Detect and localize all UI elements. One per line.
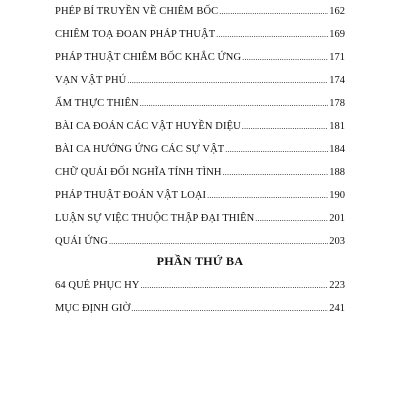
toc-entry <box>55 74 345 88</box>
toc-entry-title: 64 QUẺ PHỤC HY <box>55 280 140 291</box>
toc-entry <box>55 279 345 293</box>
toc-entry <box>55 235 345 249</box>
toc-dot-leader <box>216 28 328 42</box>
toc-entry-title: CHỮ QUÁI ĐỐI NGHĨA TÍNH TÌNH <box>55 167 222 178</box>
toc-entry-title: PHÁP THUẬT ĐOÁN VẬT LOẠI <box>55 190 207 201</box>
toc-entry-page-number: 169 <box>329 29 345 40</box>
toc-entry-title: LUẬN SỰ VIỆC THUỘC THẬP ĐẠI THIÊN <box>55 213 255 224</box>
toc-entry-page-number: 201 <box>329 213 345 224</box>
toc-entry <box>55 302 345 316</box>
toc-dot-leader <box>131 302 328 316</box>
toc-dot-leader <box>141 279 329 293</box>
toc-entry-title: PHÉP BÍ TRUYỀN VỀ CHIÊM BỐC <box>55 6 219 17</box>
toc-dot-leader <box>127 74 328 88</box>
toc-entry <box>55 28 345 42</box>
toc-entry <box>55 97 345 111</box>
toc-dot-leader <box>242 51 328 65</box>
toc-entry <box>55 5 345 19</box>
toc-entry-title: CHIÊM TOẠ ĐOAN PHÁP THUẬT <box>55 29 216 40</box>
toc-dot-leader <box>225 143 328 157</box>
toc-entry-page-number: 241 <box>329 303 345 314</box>
toc-entry-page-number: 223 <box>329 280 345 291</box>
toc-entry <box>55 143 345 157</box>
toc-dot-leader <box>242 120 328 134</box>
toc-entry <box>55 120 345 134</box>
toc-dot-leader <box>219 5 328 19</box>
toc-entry-title: VẠN VẬT PHÚ <box>55 75 127 86</box>
toc-entry-title: QUÁI ỨNG <box>55 236 108 247</box>
toc-entry-title: MỤC ĐỊNH GIỜ <box>55 303 131 314</box>
toc-entry-title: BÀI CA ĐOÁN CÁC VẬT HUYỀN DIỆU <box>55 121 241 132</box>
toc-dot-leader <box>207 189 328 203</box>
toc-dot-leader <box>255 212 328 226</box>
toc-entry-page-number: 188 <box>329 167 345 178</box>
toc-entry-page-number: 181 <box>329 121 345 132</box>
toc-entry-page-number: 190 <box>329 190 345 201</box>
toc-entry <box>55 51 345 65</box>
toc-entry-title: PHÁP THUẬT CHIÊM BỐC KHẮC ỨNG <box>55 52 242 63</box>
toc-entry-page-number: 178 <box>329 98 345 109</box>
toc-entry <box>55 212 345 226</box>
toc-entry-title: ẨM THỰC THIÊN <box>55 98 139 109</box>
toc-entry-page-number: 174 <box>329 75 345 86</box>
toc-entry-page-number: 203 <box>329 236 345 247</box>
section-heading: PHẦN THỨ BA <box>156 254 244 268</box>
toc-dot-leader <box>140 97 329 111</box>
toc-entry-page-number: 162 <box>329 6 345 17</box>
toc-entry <box>55 166 345 180</box>
toc-entry-page-number: 171 <box>329 52 345 63</box>
toc-entry-page-number: 184 <box>329 144 345 155</box>
toc-entry-title: BÀI CA HƯỞNG ỨNG CÁC SỰ VẬT <box>55 144 225 155</box>
toc-dot-leader <box>109 235 328 249</box>
toc-entry <box>55 189 345 203</box>
toc-dot-leader <box>223 166 329 180</box>
